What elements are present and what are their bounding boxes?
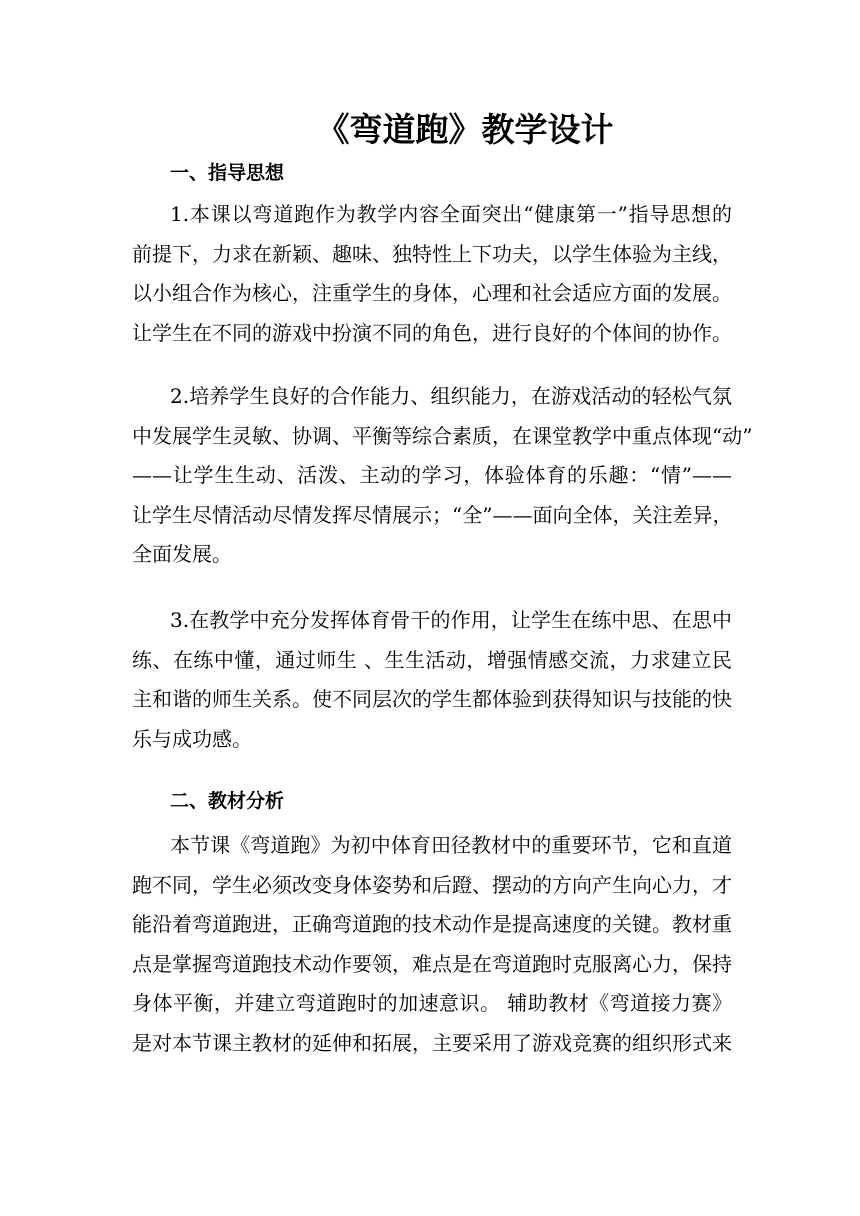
paragraph-line: 中发展学生灵敏、协调、平衡等综合素质，在课堂教学中重点体现“动” <box>132 423 753 448</box>
paragraph-line: 本节课《弯道跑》为初中体育田径教材中的重要环节，它和直道 <box>170 833 732 857</box>
section-heading-guiding-ideology: 一、指导思想 <box>170 162 285 184</box>
paragraph-line: 主和谐的师生关系。使不同层次的学生都体验到获得知识与技能的快 <box>132 687 732 711</box>
paragraph-line: 能沿着弯道跑进，正确弯道跑的技术动作是提高速度的关键。教材重 <box>132 912 732 936</box>
paragraph-line: 练、在练中懂，通过师生 、生生活动，增强情感交流，力求建立民 <box>132 647 732 672</box>
paragraph-line: ——让学生生动、活泼、主动的学习，体验体育的乐趣：“情”—— <box>132 463 732 487</box>
paragraph-4 <box>132 826 732 1063</box>
paragraph-line: 让学生在不同的游戏中扮演不同的角色，进行良好的个体间的协作。 <box>132 320 732 345</box>
paragraph-line: 以小组合作为核心，注重学生的身体，心理和社会适应方面的发展。 <box>132 281 732 305</box>
paragraph-1 <box>132 195 732 353</box>
paragraph-line: 点是掌握弯道跑技术动作要领，难点是在弯道跑时克服离心力，保持 <box>132 951 732 976</box>
paragraph-line: 3.在教学中充分发挥体育骨干的作用，让学生在练中思、在思中 <box>170 608 732 632</box>
paragraph-3 <box>132 601 732 759</box>
paragraph-line: 身体平衡，并建立弯道跑时的加速意识。 辅助教材《弯道接力赛》 <box>132 991 732 1015</box>
paragraph-line: 2.培养学生良好的合作能力、组织能力，在游戏活动的轻松气氛 <box>170 384 732 408</box>
paragraph-line: 跑不同，学生必须改变身体姿势和后蹬、摆动的方向产生向心力，才 <box>132 872 732 897</box>
paragraph-line: 全面发展。 <box>132 542 232 566</box>
paragraph-line: 前提下，力求在新颖、趣味、独特性上下功夫，以学生体验为主线， <box>132 241 732 266</box>
paragraph-line: 让学生尽情活动尽情发挥尽情展示；“全”——面向全体，关注差异， <box>132 502 733 527</box>
paragraph-line: 1.本课以弯道跑作为教学内容全面突出“健康第一”指导思想的 <box>170 202 732 226</box>
paragraph-2 <box>132 377 753 575</box>
paragraph-line: 乐与成功感。 <box>132 726 252 751</box>
document-title: 《弯道跑》教学设计 <box>316 110 614 149</box>
paragraph-line: 是对本节课主教材的延伸和拓展，主要采用了游戏竞赛的组织形式来 <box>132 1030 732 1055</box>
section-heading-material-analysis: 二、教材分析 <box>170 790 285 812</box>
